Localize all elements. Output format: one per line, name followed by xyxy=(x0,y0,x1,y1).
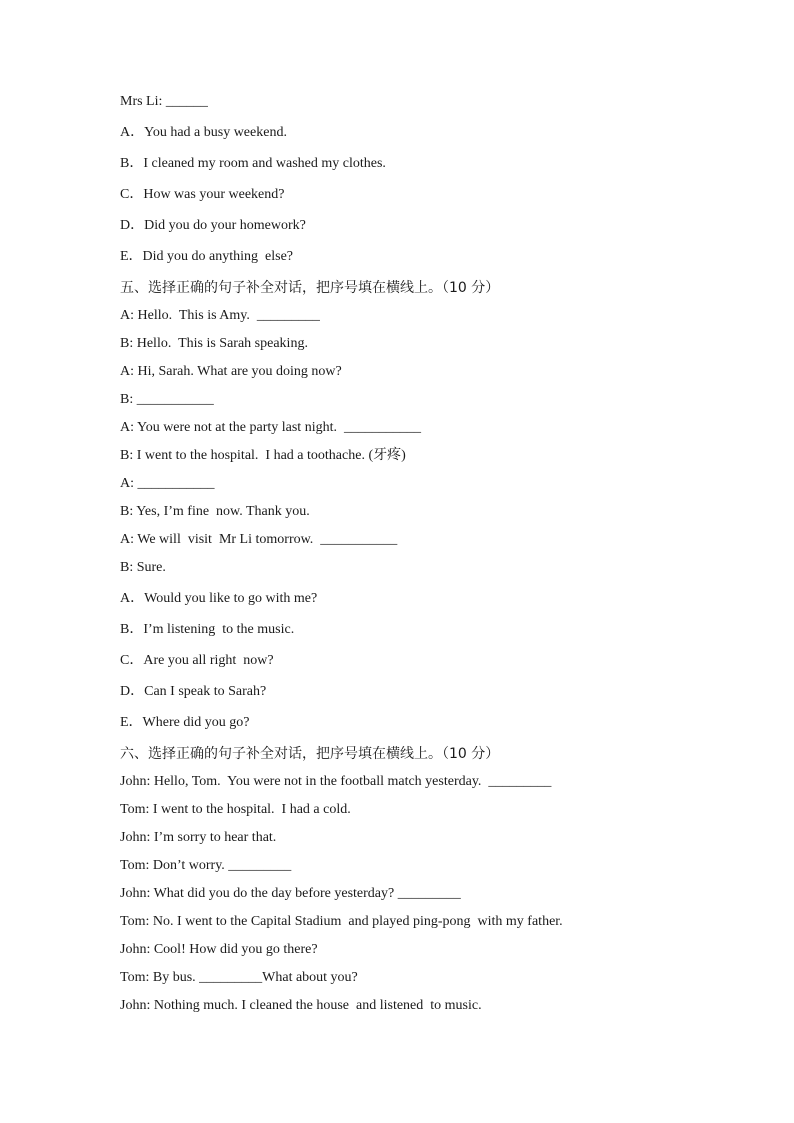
dialogue-line: A: ___________ xyxy=(120,476,215,491)
dialogue-line: John: Hello, Tom. You were not in the football match yesterday. _________ xyxy=(120,774,552,789)
dialogue-line: B: Sure. xyxy=(120,560,166,575)
worksheet-page xyxy=(120,92,740,1016)
option-b: B．I’m listening to the music. xyxy=(120,622,295,637)
section-5 xyxy=(120,278,740,733)
dialogue-line: A: You were not at the party last night. ___________ xyxy=(120,420,421,435)
dialogue-line: John: What did you do the day before yesterday? _________ xyxy=(120,886,461,901)
option-c: C．Are you all right now? xyxy=(120,653,274,668)
dialogue-line: B: ___________ xyxy=(120,392,214,407)
option-b: B．I cleaned my room and washed my clothes. xyxy=(120,156,386,171)
option-d: D．Did you do your homework? xyxy=(120,218,306,233)
option-c: C．How was your weekend? xyxy=(120,187,285,202)
option-e: E．Where did you go? xyxy=(120,715,250,730)
dialogue-line: A: Hello. This is Amy. _________ xyxy=(120,308,320,323)
option-d: D．Can I speak to Sarah? xyxy=(120,684,267,699)
dialogue-line: B: I went to the hospital. I had a toothache. (牙疼) xyxy=(120,448,406,463)
dialogue-line: Tom: I went to the hospital. I had a cold. xyxy=(120,802,351,817)
dialogue-line: John: I’m sorry to hear that. xyxy=(120,830,277,845)
section-heading: 五、选择正确的句子补全对话，把序号填在横线上。（10 分） xyxy=(120,280,500,296)
option-a: A．Would you like to go with me? xyxy=(120,591,318,606)
dialogue-line: Tom: By bus. _________What about you? xyxy=(120,970,358,985)
option-e: E．Did you do anything else? xyxy=(120,249,294,264)
dialogue-line: John: Nothing much. I cleaned the house and listened to music. xyxy=(120,998,482,1013)
dialogue-line: Tom: No. I went to the Capital Stadium and played ping-pong with my father. xyxy=(120,914,563,929)
dialogue-line: A: We will visit Mr Li tomorrow. ___________ xyxy=(120,532,398,547)
section-6 xyxy=(120,744,740,1016)
dialogue-line: John: Cool! How did you go there? xyxy=(120,942,318,957)
dialogue-line: Mrs Li: ______ xyxy=(120,94,208,109)
section-4-tail xyxy=(120,92,740,267)
dialogue-line: Tom: Don’t worry. _________ xyxy=(120,858,292,873)
dialogue-line: B: Yes, I’m fine now. Thank you. xyxy=(120,504,310,519)
dialogue-line: B: Hello. This is Sarah speaking. xyxy=(120,336,308,351)
option-a: A．You had a busy weekend. xyxy=(120,125,287,140)
dialogue-line: A: Hi, Sarah. What are you doing now? xyxy=(120,364,342,379)
section-heading: 六、选择正确的句子补全对话，把序号填在横线上。（10 分） xyxy=(120,746,500,762)
